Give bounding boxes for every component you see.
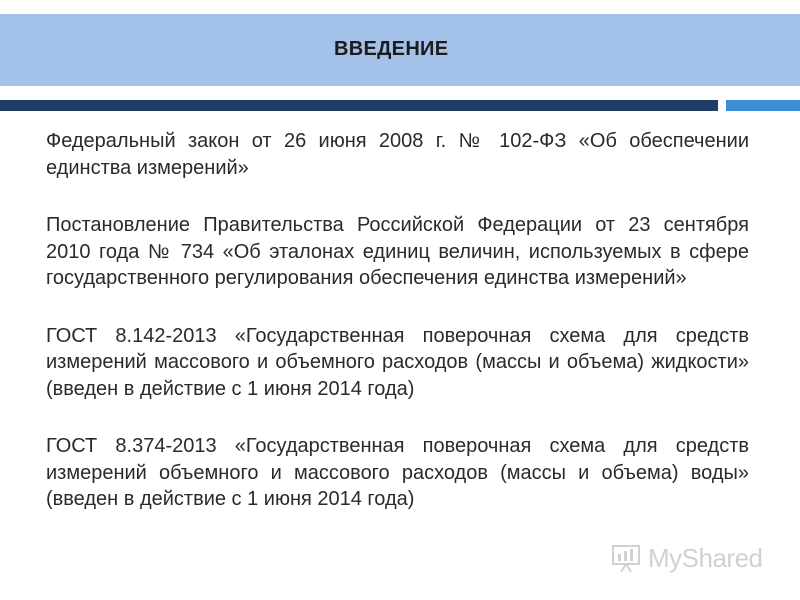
paragraph-gost-8-374: ГОСТ 8.374-2013 «Государственная поверочная схема для средств измерений объемного и массового расходов (массы и объема) воды» (введен в действие с 1 июня 2014 года) <box>46 435 749 510</box>
paragraph-gost-8-142: ГОСТ 8.142-2013 «Государственная поверочная схема для средств измерений массового и объемного расходов (массы и объема) жидкости» (введен в действие с 1 июня 2014 года) <box>46 324 749 400</box>
header-rule-light <box>726 100 800 111</box>
paragraph-federal-law: Федеральный закон от 26 июня 2008 г. № 102-ФЗ «Об обеспечении единства измерений» <box>46 130 749 179</box>
watermark <box>610 538 763 578</box>
paragraph-government-decree: Постановление Правительства Российской Федерации от 23 сентября 2010 года № 734 «Об эталонах единиц величин, используемых в сфере государственного регулирования обеспечения единства измерений» <box>46 214 749 289</box>
slide-content <box>46 128 749 544</box>
header-rule-dark <box>0 100 718 111</box>
watermark-text: MyShared <box>648 542 763 573</box>
slide-title: ВВЕДЕНИЕ <box>334 38 449 60</box>
presentation-board-icon <box>610 542 642 574</box>
